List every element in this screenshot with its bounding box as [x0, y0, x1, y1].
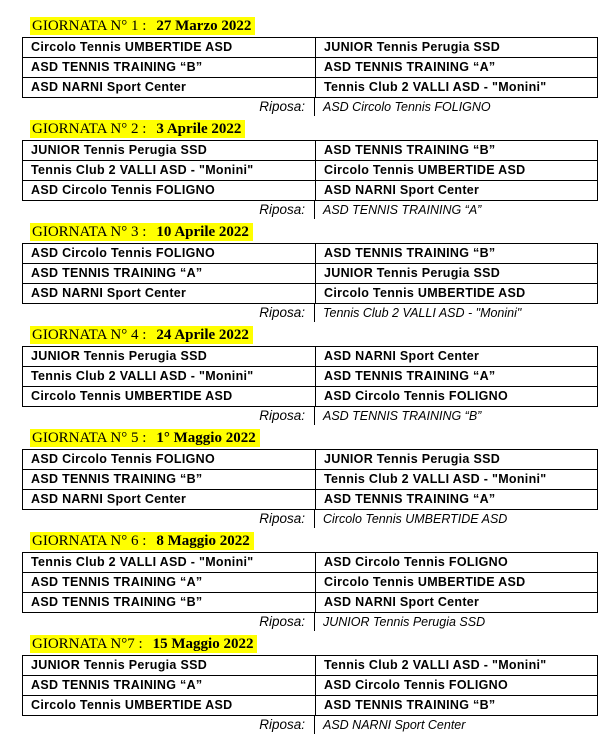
bye-row [22, 407, 605, 427]
bye-team: JUNIOR Tennis Perugia SSD [323, 615, 486, 629]
bye-team: ASD NARNI Sport Center [323, 718, 466, 732]
matches-table [22, 552, 598, 613]
round-header [22, 118, 605, 140]
round-title-highlight [30, 635, 257, 653]
away-team: JUNIOR Tennis Perugia SSD [316, 38, 598, 58]
away-team: Tennis Club 2 VALLI ASD - "Monini" [316, 78, 598, 98]
round-block [22, 324, 605, 427]
match-row [23, 244, 598, 264]
bye-label: Riposa: [259, 305, 305, 320]
away-team: ASD Circolo Tennis FOLIGNO [316, 553, 598, 573]
bye-divider [314, 98, 315, 116]
bye-divider [314, 201, 315, 219]
round-header [22, 633, 605, 655]
bye-label: Riposa: [259, 717, 305, 732]
home-team: ASD TENNIS TRAINING “B” [23, 593, 316, 613]
home-team: ASD TENNIS TRAINING “A” [23, 573, 316, 593]
home-team: ASD TENNIS TRAINING “B” [23, 470, 316, 490]
matches-table [22, 655, 598, 716]
home-team: JUNIOR Tennis Perugia SSD [23, 141, 316, 161]
home-team: JUNIOR Tennis Perugia SSD [23, 656, 316, 676]
match-row [23, 490, 598, 510]
round-title: GIORNATA N° 4 : [32, 327, 147, 343]
home-team: Circolo Tennis UMBERTIDE ASD [23, 38, 316, 58]
bye-row [22, 98, 605, 118]
home-team: ASD Circolo Tennis FOLIGNO [23, 244, 316, 264]
bye-divider [314, 510, 315, 528]
bye-team: ASD TENNIS TRAINING “A” [323, 203, 482, 217]
round-header [22, 15, 605, 37]
home-team: ASD NARNI Sport Center [23, 490, 316, 510]
matches-table [22, 140, 598, 201]
match-row [23, 573, 598, 593]
home-team: Tennis Club 2 VALLI ASD - "Monini" [23, 553, 316, 573]
home-team: ASD NARNI Sport Center [23, 78, 316, 98]
away-team: ASD TENNIS TRAINING “B” [316, 244, 598, 264]
match-row [23, 696, 598, 716]
round-date: 8 Maggio 2022 [156, 533, 250, 549]
round-date: 10 Aprile 2022 [156, 224, 249, 240]
bye-row [22, 510, 605, 530]
home-team: ASD TENNIS TRAINING “A” [23, 264, 316, 284]
match-row [23, 367, 598, 387]
away-team: ASD TENNIS TRAINING “A” [316, 58, 598, 78]
matches-table [22, 243, 598, 304]
matches-table [22, 346, 598, 407]
away-team: ASD TENNIS TRAINING “A” [316, 367, 598, 387]
schedule-document [22, 15, 605, 736]
away-team: ASD NARNI Sport Center [316, 181, 598, 201]
round-title: GIORNATA N° 2 : [32, 121, 147, 137]
away-team: JUNIOR Tennis Perugia SSD [316, 450, 598, 470]
away-team: JUNIOR Tennis Perugia SSD [316, 264, 598, 284]
bye-row [22, 716, 605, 736]
home-team: Circolo Tennis UMBERTIDE ASD [23, 696, 316, 716]
away-team: ASD Circolo Tennis FOLIGNO [316, 676, 598, 696]
round-block [22, 530, 605, 633]
home-team: Circolo Tennis UMBERTIDE ASD [23, 387, 316, 407]
away-team: ASD TENNIS TRAINING “B” [316, 141, 598, 161]
round-block [22, 221, 605, 324]
round-block [22, 15, 605, 118]
round-block [22, 633, 605, 736]
match-row [23, 593, 598, 613]
match-row [23, 656, 598, 676]
bye-label: Riposa: [259, 408, 305, 423]
bye-divider [314, 716, 315, 734]
match-row [23, 264, 598, 284]
round-date: 15 Maggio 2022 [152, 636, 254, 652]
home-team: Tennis Club 2 VALLI ASD - "Monini" [23, 161, 316, 181]
round-title: GIORNATA N° 6 : [32, 533, 147, 549]
round-header [22, 221, 605, 243]
away-team: ASD NARNI Sport Center [316, 347, 598, 367]
bye-row [22, 304, 605, 324]
match-row [23, 284, 598, 304]
away-team: Circolo Tennis UMBERTIDE ASD [316, 573, 598, 593]
match-row [23, 450, 598, 470]
round-title-highlight [30, 429, 260, 447]
home-team: Tennis Club 2 VALLI ASD - "Monini" [23, 367, 316, 387]
match-row [23, 676, 598, 696]
match-row [23, 161, 598, 181]
home-team: ASD Circolo Tennis FOLIGNO [23, 181, 316, 201]
bye-divider [314, 613, 315, 631]
bye-label: Riposa: [259, 99, 305, 114]
round-header [22, 324, 605, 346]
round-title-highlight [30, 223, 253, 241]
round-title-highlight [30, 326, 253, 344]
bye-team: Tennis Club 2 VALLI ASD - "Monini" [323, 306, 522, 320]
round-date: 24 Aprile 2022 [156, 327, 249, 343]
bye-team: Circolo Tennis UMBERTIDE ASD [323, 512, 508, 526]
home-team: JUNIOR Tennis Perugia SSD [23, 347, 316, 367]
bye-divider [314, 304, 315, 322]
round-date: 3 Aprile 2022 [156, 121, 242, 137]
round-header [22, 530, 605, 552]
round-title: GIORNATA N° 1 : [32, 18, 147, 34]
match-row [23, 141, 598, 161]
match-row [23, 347, 598, 367]
bye-row [22, 613, 605, 633]
round-title-highlight [30, 120, 245, 138]
bye-label: Riposa: [259, 202, 305, 217]
round-title-highlight [30, 17, 255, 35]
home-team: ASD Circolo Tennis FOLIGNO [23, 450, 316, 470]
matches-table [22, 37, 598, 98]
round-title: GIORNATA N°7 : [32, 636, 143, 652]
round-date: 27 Marzo 2022 [156, 18, 252, 34]
match-row [23, 38, 598, 58]
away-team: Tennis Club 2 VALLI ASD - "Monini" [316, 656, 598, 676]
away-team: ASD TENNIS TRAINING “A” [316, 490, 598, 510]
round-block [22, 118, 605, 221]
bye-label: Riposa: [259, 511, 305, 526]
away-team: ASD TENNIS TRAINING “B” [316, 696, 598, 716]
bye-team: ASD Circolo Tennis FOLIGNO [323, 100, 491, 114]
home-team: ASD TENNIS TRAINING “B” [23, 58, 316, 78]
away-team: ASD NARNI Sport Center [316, 593, 598, 613]
round-block [22, 427, 605, 530]
match-row [23, 181, 598, 201]
match-row [23, 387, 598, 407]
matches-table [22, 449, 598, 510]
round-title-highlight [30, 532, 254, 550]
bye-row [22, 201, 605, 221]
round-date: 1° Maggio 2022 [156, 430, 256, 446]
away-team: Circolo Tennis UMBERTIDE ASD [316, 284, 598, 304]
round-header [22, 427, 605, 449]
round-title: GIORNATA N° 3 : [32, 224, 147, 240]
match-row [23, 58, 598, 78]
round-title: GIORNATA N° 5 : [32, 430, 147, 446]
match-row [23, 470, 598, 490]
match-row [23, 553, 598, 573]
away-team: Circolo Tennis UMBERTIDE ASD [316, 161, 598, 181]
bye-team: ASD TENNIS TRAINING “B” [323, 409, 482, 423]
bye-label: Riposa: [259, 614, 305, 629]
away-team: Tennis Club 2 VALLI ASD - "Monini" [316, 470, 598, 490]
away-team: ASD Circolo Tennis FOLIGNO [316, 387, 598, 407]
home-team: ASD NARNI Sport Center [23, 284, 316, 304]
home-team: ASD TENNIS TRAINING “A” [23, 676, 316, 696]
match-row [23, 78, 598, 98]
bye-divider [314, 407, 315, 425]
